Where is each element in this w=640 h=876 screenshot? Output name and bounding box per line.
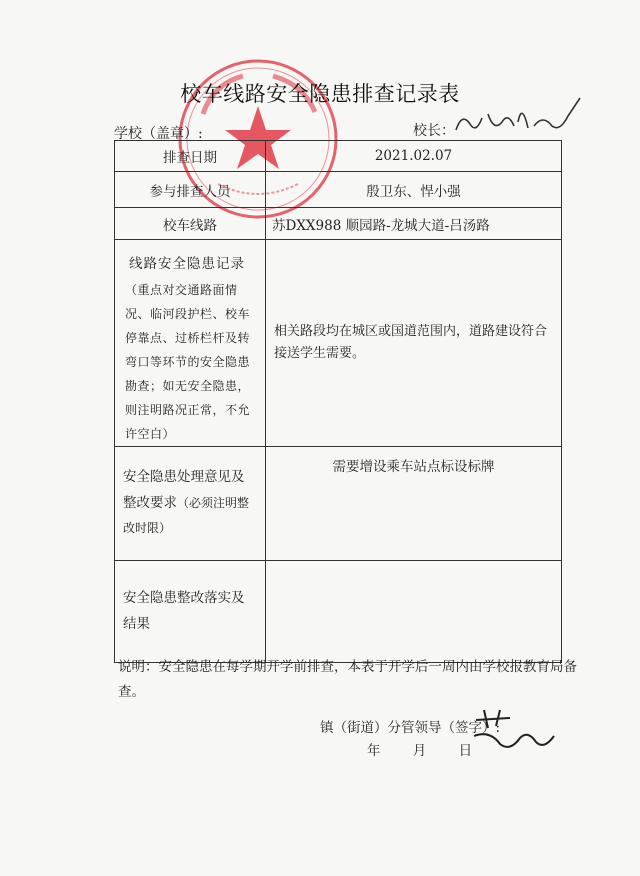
handling-label	[115, 465, 265, 542]
date-label: 排查日期	[115, 141, 266, 172]
handling-note: （必须注明整改时限）	[123, 495, 250, 536]
form-title: 校车线路安全隐患排查记录表	[180, 82, 460, 106]
record-value: 相关路段均在城区或国道范围内，道路建设符合接送学生需要。	[274, 323, 548, 361]
row-staff	[115, 172, 562, 208]
record-value-cell	[266, 240, 562, 447]
route-label: 校车线路	[115, 208, 266, 240]
school-stamp-label: 学校（盖章）:	[114, 126, 203, 142]
principal-label: 校长：	[413, 123, 455, 139]
row-result	[115, 561, 562, 663]
handling-label-text: 安全隐患处理意见及整改要求	[123, 469, 245, 511]
result-label-cell	[115, 561, 266, 663]
footer-note: 说明：安全隐患在每学期开学前排查，本表于开学后一周内由学校报教育局备查。	[118, 659, 577, 700]
row-record	[115, 240, 562, 447]
staff-label: 参与排查人员	[115, 172, 266, 208]
result-label: 安全隐患整改落实及结果	[123, 589, 245, 632]
record-label-cell	[115, 240, 266, 447]
supervisor-sign-label: 镇（街道）分管领导（签字）:	[320, 720, 501, 736]
row-route	[115, 208, 562, 240]
supervisor-signature	[470, 706, 560, 756]
row-handling	[115, 447, 562, 561]
inspection-record-table	[114, 140, 562, 663]
route-value: 苏DXX988 顺园路-龙城大道-吕汤路	[266, 208, 562, 240]
handling-value-cell	[266, 447, 562, 561]
date-value: 2021.02.07	[266, 141, 562, 172]
sign-date-line: 年 月 日	[367, 743, 473, 759]
result-value-cell	[266, 561, 562, 663]
principal-signature	[448, 92, 588, 142]
staff-value: 殷卫东、悍小强	[266, 172, 562, 208]
record-label: 线路安全隐患记录	[129, 256, 245, 272]
record-note: （重点对交通路面情况、临河段护栏、校车停靠点、过桥栏杆及转弯口等环节的安全隐患勘查；如无安全隐患，则注明路况正常，不允许空白）	[125, 283, 251, 441]
handling-label-cell	[115, 447, 266, 561]
handling-value: 需要增设乘车站点标设标牌	[332, 459, 495, 475]
row-date	[115, 141, 562, 172]
